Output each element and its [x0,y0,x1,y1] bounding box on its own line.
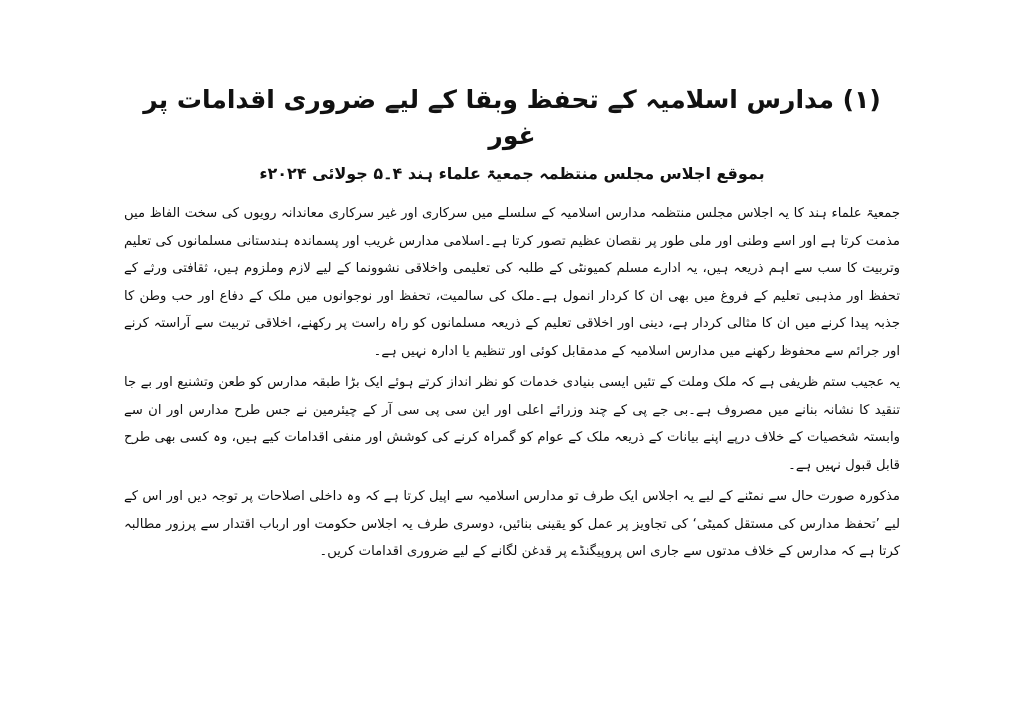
paragraph-3: مذکورہ صورت حال سے نمٹنے کے لیے یہ اجلاس ایک طرف تو مدارس اسلامیہ سے اپیل کرتا ہے کہ وہ داخلی اصلاحات پر توجہ دیں اور اس کے لیے ’تحفظ مدارس کی مستقل کمیٹی‘ کی تجاویز پر عمل کو یقینی بنائیں، دوسری طرف یہ اجلاس حکومت اور ارباب اقتدار سے پرزور مطالبہ کرتا ہے کہ مدارس کے خلاف مدتوں سے جاری اس پروپیگنڈے پر قدغن لگانے کے لیے ضروری اقدامات کریں۔ [124,489,900,559]
document-body [124,82,900,570]
paragraph-1: جمعیۃ علماء ہند کا یہ اجلاس مجلس منتظمہ مدارس اسلامیہ کے سلسلے میں سرکاری اور غیر سرکاری معاندانہ رویوں کی سخت الفاظ میں مذمت کرتا ہے اور اسے وطنی اور ملی طور پر نقصان عظیم تصور کرتا ہے۔اسلامی مدارس غریب اور پسماندہ ہندستانی مسلمانوں کی تعلیم وتربیت کا سب سے اہم ذریعہ ہیں، یہ ادارے مسلم کمیونٹی کے طلبہ کی تعلیمی واخلاقی نشوونما کے لیے لازم وملزوم ہیں، ثقافتی ورثے کے تحفظ اور مذہبی تعلیم کے فروغ میں بھی ان کا کردار انمول ہے۔ملک کی سالمیت، تحفظ اور نوجوانوں میں ملک کے دفاع اور حب وطن کا جذبہ پیدا کرنے میں ان کا مثالی کردار ہے، دینی اور اخلاقی تعلیم کے ذریعہ مسلمانوں کو راہ راست پر رکھنے، اخلاقی تربیت سے آراستہ کرنے اور جرائم سے محفوظ رکھنے میں مدارس اسلامیہ کے مدمقابل کوئی اور تنظیم یا ادارہ نہیں ہے۔ [124,206,900,359]
paragraph-2: یہ عجیب ستم ظریفی ہے کہ ملک وملت کے تئیں ایسی بنیادی خدمات کو نظر انداز کرتے ہوئے ایک بڑا طبقہ مدارس کو طعن وتشنیع اور بے جا تنقید کا نشانہ بنانے میں مصروف ہے۔بی جے پی کے چند وزرائے اعلی اور این سی پی سی آر کے چیئرمین نے جس طرح مدارس اور ان سے وابستہ شخصیات کے خلاف درپے اپنے بیانات کے ذریعہ ملک کے عوام کو گمراہ کرنے کی کوشش اور منفی اقدامات کیے ہیں، وہ کسی بھی طرح قابل قبول نہیں ہے۔ [124,375,900,473]
document-subtitle: بموقع اجلاس مجلس منتظمہ جمعیۃ علماء ہند ۴۔۵ جولائی ۲۰۲۴ء [259,164,765,183]
document-title: (۱) مدارس اسلامیہ کے تحفظ وبقا کے لیے ضروری اقدامات پر غور [143,85,881,150]
